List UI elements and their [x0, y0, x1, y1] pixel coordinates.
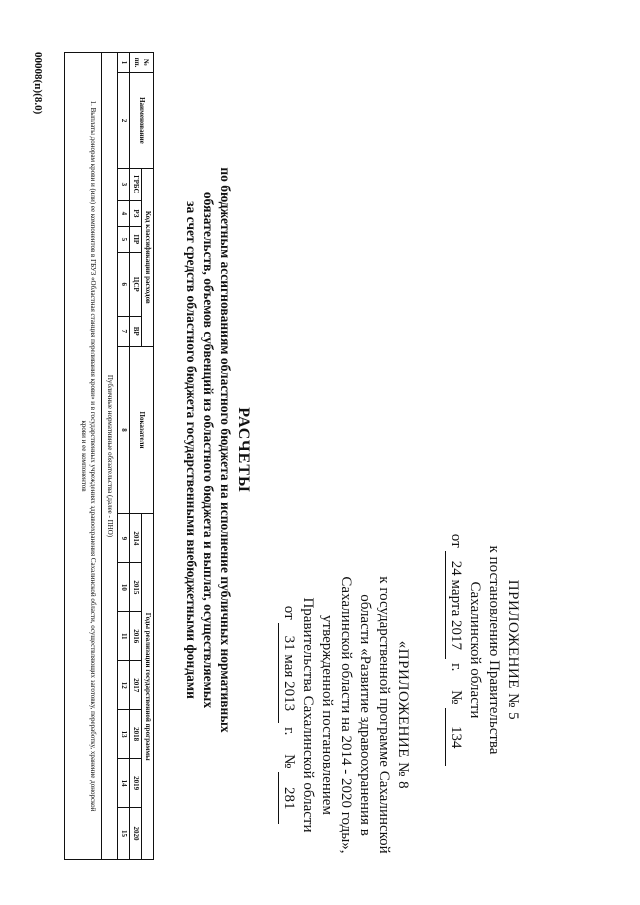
- appendix-5-number: 134: [445, 708, 465, 766]
- heading-title: РАСЧЕТЫ: [235, 407, 252, 493]
- header-year: 2017: [130, 661, 142, 710]
- column-number: 7: [118, 316, 130, 346]
- appendix-8-number: 281: [278, 772, 298, 824]
- appendix-8-line: Правительства Сахалинской области: [300, 597, 316, 833]
- column-number: 1: [118, 53, 130, 73]
- appendix-5-line: к постановлению Правительства: [486, 545, 502, 755]
- header-year: 2015: [130, 563, 142, 612]
- appendix-5-date-line: от 24 марта 2017 г. № 134: [445, 500, 465, 800]
- column-number: 3: [118, 168, 130, 200]
- table-row: [65, 53, 102, 860]
- appendix-5-block: [445, 500, 522, 800]
- column-number: 9: [118, 514, 130, 563]
- heading-line: по бюджетным ассигнованиям областного бюджета на исполнение публичных нормативных: [218, 167, 233, 733]
- column-number: 8: [118, 346, 130, 514]
- table-wrapper: [64, 52, 154, 860]
- header-rz: РЗ: [130, 200, 142, 226]
- header-year: 2016: [130, 612, 142, 661]
- header-code: Код классификации расходов: [142, 168, 154, 346]
- table-column-numbers-row: [118, 53, 130, 860]
- footer-code: 00008(п)(8.0): [32, 52, 44, 115]
- table-section-row: [102, 53, 118, 860]
- header-years: Годы реализации государственной программы: [142, 514, 154, 860]
- appendix-8-line: области «Развитие здравоохранения в: [357, 594, 373, 836]
- column-number: 6: [118, 252, 130, 316]
- appendix-8-line: к государственной программе Сахалинской: [376, 576, 392, 854]
- header-year: 2014: [130, 514, 142, 563]
- column-number: 14: [118, 759, 130, 808]
- header-indicator: Показатели: [130, 346, 154, 514]
- table-header-row: [142, 53, 154, 860]
- appendix-5-title: ПРИЛОЖЕНИЕ № 5: [505, 579, 521, 721]
- column-number: 12: [118, 661, 130, 710]
- header-year: 2019: [130, 759, 142, 808]
- column-number: 5: [118, 226, 130, 252]
- item-1-text: 1. Выплаты донорам крови и (или) ее компонентов в ГБУЗ «Областная станция переливания крови» и в государственных учреждениях здравоохранения Сахалинской области, осуществляющих заготовку, переработку, хранение донорской крови и ее компонентов: [65, 53, 102, 860]
- column-number: 4: [118, 200, 130, 226]
- header-csr: ЦСР: [130, 252, 142, 316]
- appendix-5-line: Сахалинской области: [467, 581, 483, 719]
- appendix-8-block: [278, 565, 412, 865]
- header-pr: ПР: [130, 226, 142, 252]
- header-vr: ВР: [130, 316, 142, 346]
- appendix-8-line: утвержденной постановлением: [319, 615, 335, 815]
- header-year: 2020: [130, 808, 142, 860]
- header-grbs: ГРБС: [130, 168, 142, 200]
- heading-line: за счет средств областного бюджета государственными внебюджетными фондами: [184, 201, 199, 699]
- appendix-5-date: 24 марта 2017: [445, 551, 465, 659]
- section-title: Публичные нормативные обязательства (далее - ПНО): [102, 53, 118, 860]
- column-number: 11: [118, 612, 130, 661]
- appendix-8-date: 31 мая 2013: [278, 623, 298, 723]
- calculation-table: [64, 52, 154, 860]
- column-number: 2: [118, 72, 130, 168]
- header-name: Наименование: [130, 72, 154, 168]
- heading-line: обязательств, объемов субвенций из областного бюджета и выплат, осуществляемых: [201, 191, 216, 709]
- header-year: 2018: [130, 710, 142, 759]
- appendix-8-date-line: от 31 мая 2013 г. № 281: [278, 565, 298, 865]
- appendix-8-line: Сахалинской области на 2014 - 2020 годы»,: [338, 576, 354, 854]
- document-heading: [183, 90, 252, 810]
- appendix-8-title: «ПРИЛОЖЕНИЕ № 8: [395, 640, 411, 790]
- header-no: № пп.: [130, 53, 154, 73]
- column-number: 15: [118, 808, 130, 860]
- column-number: 13: [118, 710, 130, 759]
- column-number: 10: [118, 563, 130, 612]
